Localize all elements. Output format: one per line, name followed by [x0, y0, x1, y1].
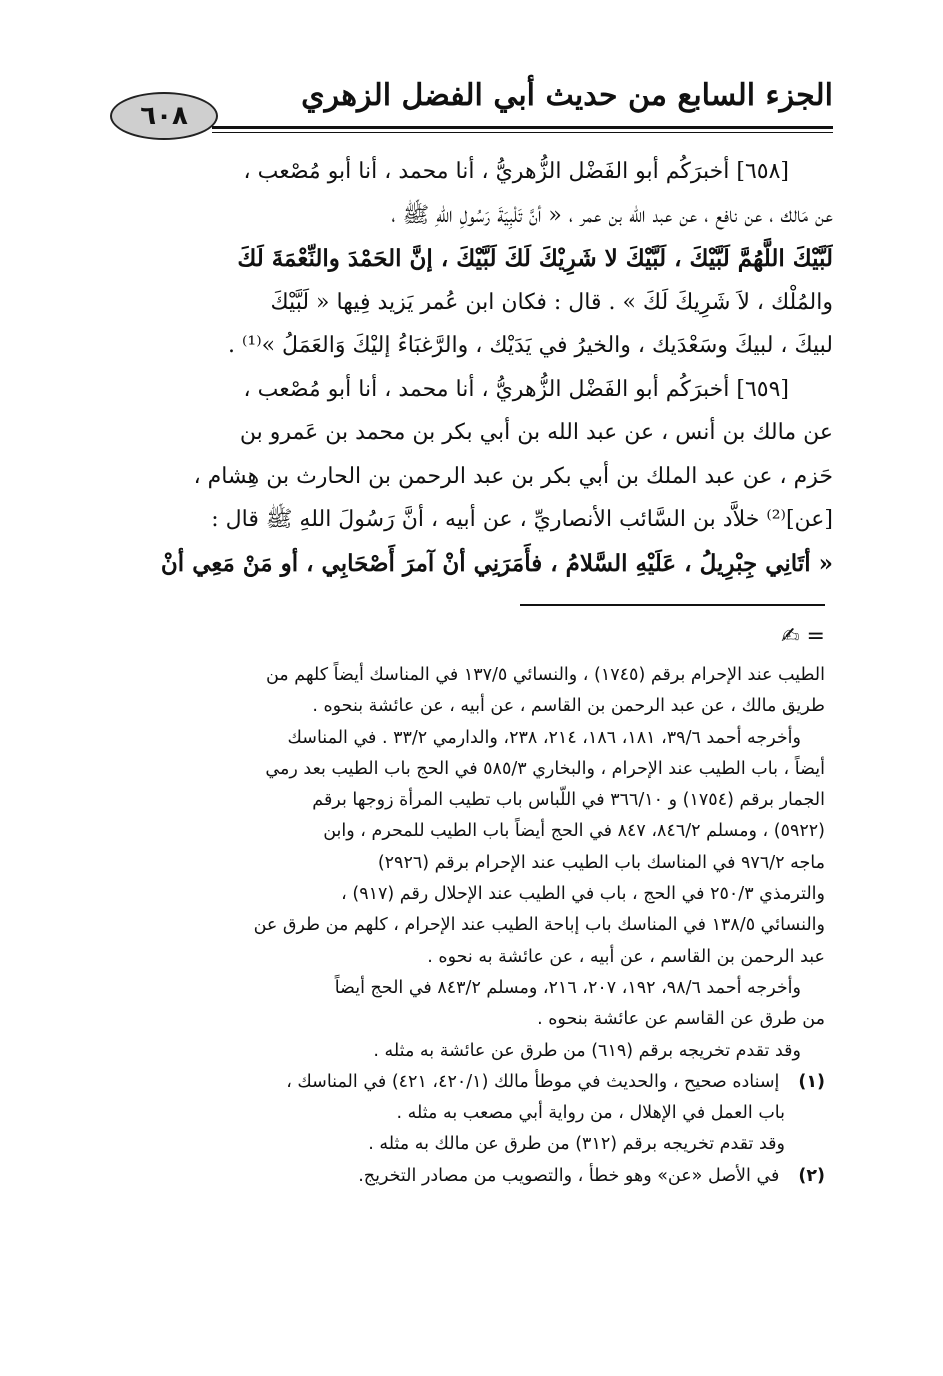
footnote-line: الطيب عند الإحرام برقم (١٧٤٥) ، والنسائي ١٣٧/٥ في المناسك أيضاً كلهم من: [265, 665, 825, 685]
page-number-badge: ٦٠٨: [110, 92, 218, 140]
footnote-line: وأخرجه أحمد ٩٨/٦، ١٩٢، ٢٠٧، ٢١٦، ومسلم ٨٤٣/٢ في الحج أيضاً: [334, 977, 801, 998]
footnote-line: وأخرجه أحمد ٣٩/٦، ١٨١، ١٨٦، ٢١٤، ٢٣٨، والدارمي ٣٣/٢ . في المناسك: [287, 727, 801, 748]
footnote-2-line: [108, 1161, 825, 1192]
footnote-line: أيضاً ، باب الطيب عند الإحرام ، والبخاري ٥٨٥/٣ في الحج باب الطيب بعد رمي: [265, 758, 825, 779]
hadith-659-line-3: حَزم ، عن عبد الملك بن أبي بكر بن عبد الرحمن بن الحارث بن هِشام ،: [193, 463, 833, 489]
footnote-2-number: (٢): [798, 1165, 825, 1186]
footnote-1-text: إسناده صحيح ، والحديث في موطأ مالك (٤٢٠/١، ٤٢١) في المناسك ،: [286, 1071, 780, 1092]
header-rule: [212, 126, 833, 129]
footnote-line: طريق مالك ، عن عبد الرحمن بن القاسم ، عن أبيه ، عن عائشة بنحوه .: [312, 696, 825, 717]
hadith-659-line-5: « أتَانِي جِبْرِيلُ ، عَلَيْهِ السَّلامُ ، فأَمَرَنِي أنْ آمرَ أَصْحَابِي ، أو مَنْ مَعِي أنْ: [160, 549, 833, 577]
footnotes: [108, 660, 825, 1192]
hadith-658-line-4: والمُلْك ، لاَ شَرِيكَ لَكَ » . قال : فكان ابن عُمر يَزيد فِيها « لَبَّيْكَ: [270, 289, 833, 315]
footnote-line: وقد تقدم تخريجه برقم (٣١٢) من طرق عن مالك به مثله .: [368, 1134, 785, 1155]
header-rule-thin: [212, 132, 833, 133]
footnote-line: الجمار برقم (١٧٥٤) و ٣٦٦/١٠ في اللّباس باب تطيب المرأة زوجها برقم: [312, 790, 825, 811]
footnote-1-number: (١): [798, 1071, 825, 1092]
footnote-line: والنسائي ١٣٨/٥ في المناسك باب إباحة الطيب عند الإحرام ، كلهم من طرق عن: [253, 915, 825, 936]
hadith-658-line-3: لَبَّيْكَ اللَّهُمَّ لَبَّيْكَ ، لَبَّيْكَ لا شَرِيْكَ لَكَ لَبَّيْكَ ، إنَّ الحَمْدَ والنِّعْمَةَ لَكَ: [237, 245, 833, 272]
footnote-2-text: في الأصل «عن» وهو خطأ ، والتصويب من مصادر التخريج.: [358, 1165, 780, 1186]
footnote-line: من طرق عن القاسم عن عائشة بنحوه .: [537, 1009, 825, 1030]
hadith-659-line-4: [عن]⁽²⁾ خلاَّد بن السَّائب الأنصاريِّ ، عن أبيه ، أنَّ رَسُولَ اللهِ ﷺ قال :: [211, 507, 833, 532]
footnote-line: وقد تقدم تخريجه برقم (٦١٩) من طرق عن عائشة به مثله .: [373, 1040, 801, 1061]
footnote-1-line: [108, 1067, 825, 1098]
footnote-separator: [520, 604, 825, 606]
hadith-658-line-5: لبيكَ ، لبيكَ وسَعْدَيك ، والخيرُ في يَدَيْك ، والرَّغبَاءُ إليْكَ وَالعَمَلُ »⁽¹⁾ .: [227, 333, 833, 358]
footnote-line: عبد الرحمن بن القاسم ، عن أبيه ، عن عائشة به نحوه .: [427, 946, 825, 967]
footnote-line: ماجه ٩٧٦/٢ في المناسك باب الطيب عند الإحرام برقم (٢٩٢٦): [377, 852, 825, 873]
hadith-658-line-1: [٦٥٨] أخبرَكُم أبو الفَضْل الزُّهريُّ ، أنا محمد ، أنا أبو مُصْعب ،: [243, 159, 789, 184]
hadith-658-line-2: عن مَالك ، عن نافع ، عن عبد الله بن عمر ، « أنَّ تَلْبِيَةَ رَسُولِ اللهِ ﷺ ،: [391, 202, 833, 228]
running-title: الجزء السابع من حديث أبي الفضل الزهري: [301, 78, 833, 113]
footnote-line: والترمذي ٢٥٠/٣ في الحج ، باب في الطيب عند الإحلال رقم (٩١٧) ،: [341, 884, 825, 905]
main-text: [108, 150, 833, 585]
footnote-line: (٥٩٢٢) ، ومسلم ٨٤٦/٢، ٨٤٧ في الحج أيضاً باب الطيب للمحرم ، وابن: [323, 821, 825, 842]
footnote-line: باب العمل في الإهلال ، من رواية أبي مصعب به مثله .: [396, 1103, 785, 1124]
hadith-659-line-1: [٦٥٩] أخبرَكُم أبو الفَضْل الزُّهريُّ ، أنا محمد ، أنا أبو مُصْعب ،: [243, 376, 789, 402]
hadith-659-line-2: عن مالك بن أنس ، عن عبد الله بن أبي بكر بن محمد بن عَمرو بن: [239, 420, 833, 445]
footnote-continuation-mark: = ✍: [781, 624, 825, 649]
